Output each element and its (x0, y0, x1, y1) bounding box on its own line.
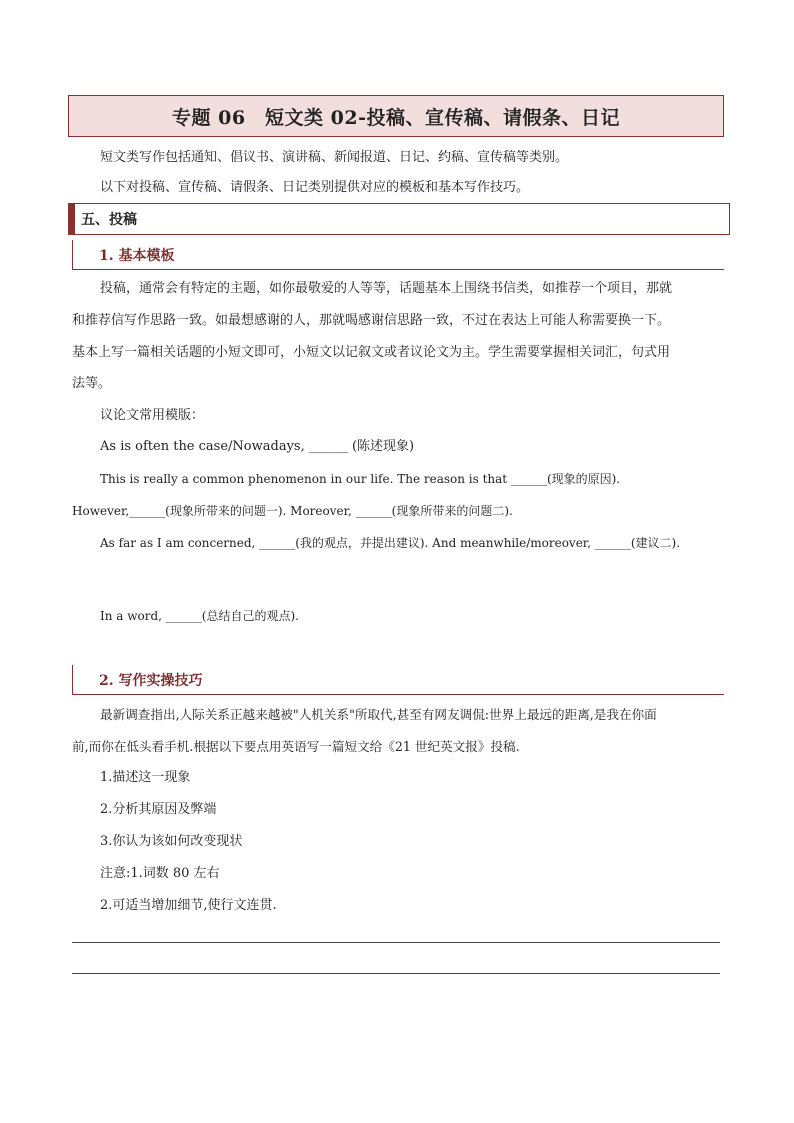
page-title-banner (68, 95, 724, 137)
intro-line-2: 以下对投稿、宣传稿、请假条、日记类别提供对应的模板和基本写作技巧。 (100, 180, 530, 195)
subheading-writing-practice (72, 665, 724, 695)
template-line: In a word, ______(总结自己的观点). (100, 609, 299, 623)
template-line: As is often the case/Nowadays, ______ (陈述现象) (100, 439, 415, 454)
subheading-basic-template (72, 240, 724, 270)
template-label: 议论文常用模版： (100, 408, 205, 423)
template-line: As far as I am concerned, ______(我的观点，并提出建议). And meanwhile/moreover, ______(建议二). (100, 536, 681, 550)
prompt-point: 3.你认为该如何改变现状 (100, 834, 243, 849)
page-title: 专题 06 短文类 02-投稿、宣传稿、请假条、日记 (172, 106, 620, 129)
prompt-note: 2.可适当增加细节,使行文连贯. (100, 898, 277, 913)
prompt-point: 1.描述这一现象 (100, 770, 191, 785)
body-paragraph-line: 和推荐信写作思路一致。如最想感谢的人，那就喝感谢信思路一致，不过在表达上可能人称需要换一下。 (72, 313, 671, 328)
section-heading (68, 203, 730, 235)
answer-line (72, 942, 720, 943)
section-heading-text: 五、投稿 (81, 212, 137, 228)
subheading-text: 2. 写作实操技巧 (99, 672, 203, 689)
body-paragraph-line: 基本上写一篇相关话题的小短文即可，小短文以记叙文或者议论文为主。学生需要掌握相关词汇，句式用 (72, 345, 671, 360)
template-line: However,______(现象所带来的问题一). Moreover, ______(现象所带来的问题二). (72, 504, 513, 518)
prompt-line: 最新调查指出,人际关系正越来越被"人机关系"所取代,甚至有网友调侃:世界上最远的距离,是我在你面 (100, 707, 657, 722)
prompt-line: 前,而你在低头看手机.根据以下要点用英语写一篇短文给《21 世纪英文报》投稿. (72, 739, 520, 754)
subheading-text: 1. 基本模板 (99, 247, 175, 264)
answer-line (72, 973, 720, 974)
body-paragraph-line: 法等。 (72, 376, 112, 391)
body-paragraph-line: 投稿，通常会有特定的主题，如你最敬爱的人等等，话题基本上围绕书信类，如推荐一个项目，那就 (100, 281, 673, 296)
template-line: This is really a common phenomenon in our life. The reason is that ______(现象的原因). (100, 472, 621, 486)
prompt-note: 注意:1.词数 80 左右 (100, 866, 220, 881)
intro-line-1: 短文类写作包括通知、倡议书、演讲稿、新闻报道、日记、约稿、宣传稿等类别。 (100, 150, 569, 165)
prompt-point: 2.分析其原因及弊端 (100, 802, 217, 817)
